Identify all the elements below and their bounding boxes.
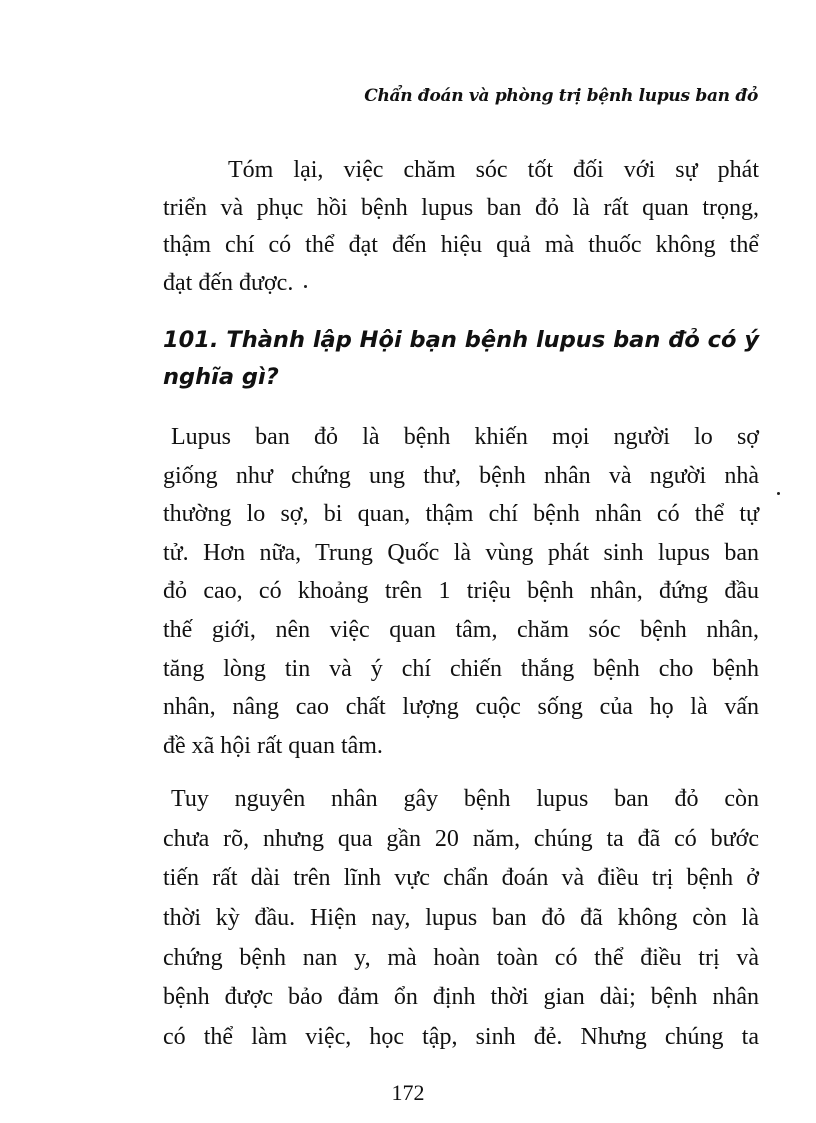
- text-line: Tóm lại, việc chăm sóc tốt đối với sự phát: [228, 157, 759, 183]
- text-line: đạt đến được.: [163, 269, 294, 296]
- text-line: chứng bệnh nan y, mà hoàn toàn có thể điều trị và: [163, 944, 759, 971]
- paragraph-2: [163, 418, 759, 765]
- text-line: bệnh được bảo đảm ổn định thời gian dài; bệnh nhân: [163, 984, 759, 1011]
- scan-speck: [777, 492, 780, 495]
- text-line: đề xã hội rất quan tâm.: [163, 732, 383, 759]
- text-line: thường lo sợ, bi quan, thậm chí bệnh nhân có thể tự: [163, 501, 759, 528]
- paragraph-1: [163, 152, 759, 302]
- text-line: chưa rõ, nhưng qua gần 20 năm, chúng ta đã có bước: [163, 825, 759, 852]
- text-line: tiến rất dài trên lĩnh vực chẩn đoán và điều trị bệnh ở: [163, 865, 759, 892]
- text-line: nhân, nâng cao chất lượng cuộc sống của họ là vấn: [163, 694, 759, 721]
- text-line: Lupus ban đỏ là bệnh khiến mọi người lo sợ: [171, 424, 759, 450]
- page-number: 172: [391, 1080, 425, 1105]
- text-line: đỏ cao, có khoảng trên 1 triệu bệnh nhân, đứng đầu: [163, 578, 759, 605]
- running-header: Chẩn đoán và phòng trị bệnh lupus ban đỏ: [364, 86, 758, 106]
- text-line: giống như chứng ung thư, bệnh nhân và người nhà: [163, 462, 759, 489]
- heading-line: 101. Thành lập Hội bạn bệnh lupus ban đỏ có ý: [163, 327, 759, 353]
- text-line: thậm chí có thể đạt đến hiệu quả mà thuốc không thể: [163, 232, 759, 258]
- text-line: Tuy nguyên nhân gây bệnh lupus ban đỏ còn: [171, 786, 759, 812]
- scan-speck: [304, 285, 307, 288]
- heading-line: nghĩa gì?: [163, 364, 279, 390]
- text-line: thời kỳ đầu. Hiện nay, lupus ban đỏ đã không còn là: [163, 905, 759, 932]
- text-line: thế giới, nên việc quan tâm, chăm sóc bệnh nhân,: [163, 616, 759, 643]
- section-heading: [163, 322, 759, 396]
- text-line: triển và phục hồi bệnh lupus ban đỏ là rất quan trọng,: [163, 194, 759, 221]
- text-line: tử. Hơn nữa, Trung Quốc là vùng phát sinh lupus ban: [163, 539, 759, 566]
- text-line: tăng lòng tin và ý chí chiến thắng bệnh cho bệnh: [163, 655, 759, 682]
- paragraph-3: [163, 780, 759, 1058]
- text-line: có thể làm việc, học tập, sinh đẻ. Nhưng chúng ta: [163, 1024, 759, 1051]
